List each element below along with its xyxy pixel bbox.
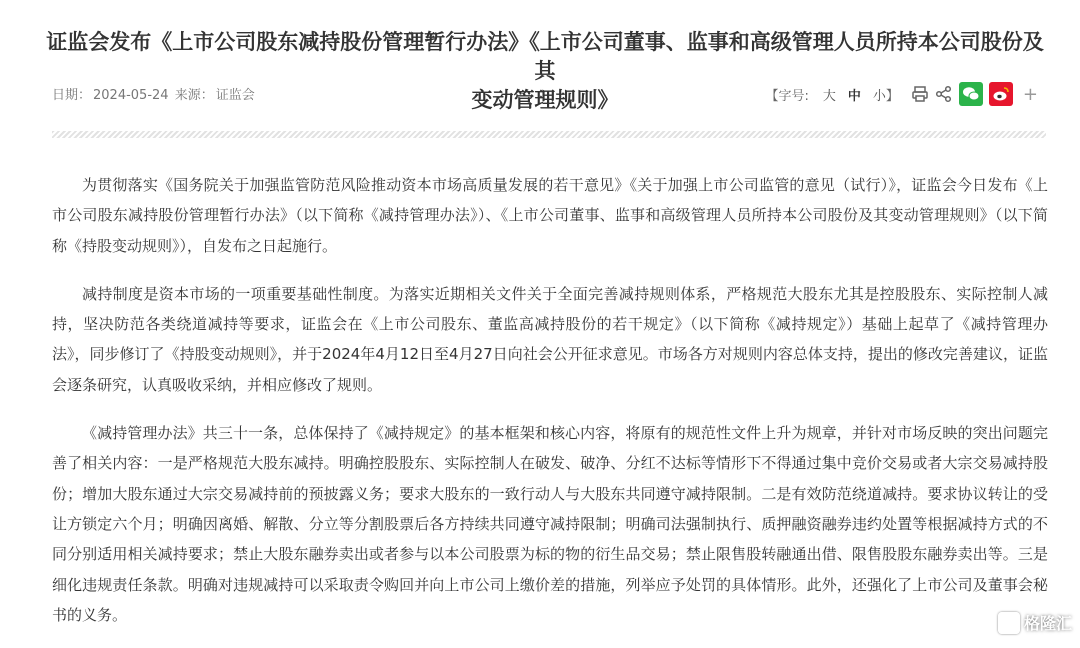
title-divider <box>52 131 1046 138</box>
title-line-2: 变动管理规则》 <box>471 88 619 112</box>
article-body <box>52 170 1048 648</box>
watermark <box>998 611 1072 634</box>
source-label: 来源： <box>174 88 214 103</box>
weibo-icon[interactable] <box>989 82 1013 106</box>
paragraph-2: 减持制度是资本市场的一项重要基础性制度。为落实近期相关文件关于全面完善减持规则体系，严格规范大股东尤其是控股股东、实际控制人减持，坚决防范各类绕道减持等要求，证监会在《上市公司股东、董监高减持股份的若干规定》（以下简称《减持规定》）基础上起草了《减持管理办法》，同步修订了《持股变动规则》，并于2024年4月12日至4月27日向社会公开征求意见。市场各方对规则内容总体支持，提出的修改完善建议，证监会逐条研究，认真吸收采纳，并相应修改了规则。 <box>52 284 1048 394</box>
date-label: 日期： <box>52 88 92 103</box>
font-size-medium-button[interactable]: 中 <box>847 88 861 104</box>
paragraph-1: 为贯彻落实《国务院关于加强监管防范风险推动资本市场高质量发展的若干意见》《关于加强上市公司监管的意见（试行）》，证监会今日发布《上市公司股东减持股份管理暂行办法》（以下简称《减持管理办法》）、《上市公司董事、监事和高级管理人员所持本公司股份及其变动管理规则》（以下简称《持股变动规则》），自发布之日起施行。 <box>52 176 1048 255</box>
title-line-1: 证监会发布《上市公司股东减持股份管理暂行办法》《上市公司董事、监事和高级管理人员所持本公司股份及其 <box>46 30 1044 83</box>
paragraph-3: 《减持管理办法》共三十一条，总体保持了《减持规定》的基本框架和核心内容，将原有的规范性文件上升为规章，并针对市场反映的突出问题完善了相关内容：一是严格规范大股东减持。明确控股股东、实际控制人在破发、破净、分红不达标等情形下不得通过集中竞价交易或者大宗交易减持股份；增加大股东通过大宗交易减持前的预披露义务；要求大股东的一致行动人与大股东共同遵守减持限制。二是有效防范绕道减持。要求协议转让的受让方锁定六个月；明确因离婚、解散、分立等分割股票后各方持续共同遵守减持限制；明确司法强制执行、质押融资融券违约处置等根据减持方式的不同分别适用相关减持要求；禁止大股东融券卖出或者参与以本公司股票为标的物的衍生品交易；禁止限售股转融通出借、限售股股东融券卖出等。三是细化违规责任条款。明确对违规减持可以采取责令购回并向上市公司上缴价差的措施，列举应予处罚的具体情形。此外，还强化了上市公司及董事会秘书的义务。 <box>52 424 1048 624</box>
font-size-large-button[interactable]: 大 <box>822 88 836 104</box>
more-share-button[interactable]: + <box>1022 83 1038 105</box>
print-icon[interactable] <box>911 85 929 103</box>
font-size-label: 【字号: <box>765 88 809 104</box>
article-meta <box>52 84 257 103</box>
watermark-text: 格隆汇 <box>1023 614 1072 633</box>
wechat-icon[interactable] <box>959 82 983 106</box>
article-toolbar <box>765 80 1038 108</box>
watermark-logo-icon <box>998 612 1020 634</box>
font-size-bracket: 】 <box>885 88 899 104</box>
publish-date: 2024-05-24 <box>93 88 169 103</box>
source-name: 证监会 <box>215 88 255 103</box>
share-icon[interactable] <box>935 85 953 103</box>
font-size-small-button[interactable]: 小 <box>872 88 886 104</box>
